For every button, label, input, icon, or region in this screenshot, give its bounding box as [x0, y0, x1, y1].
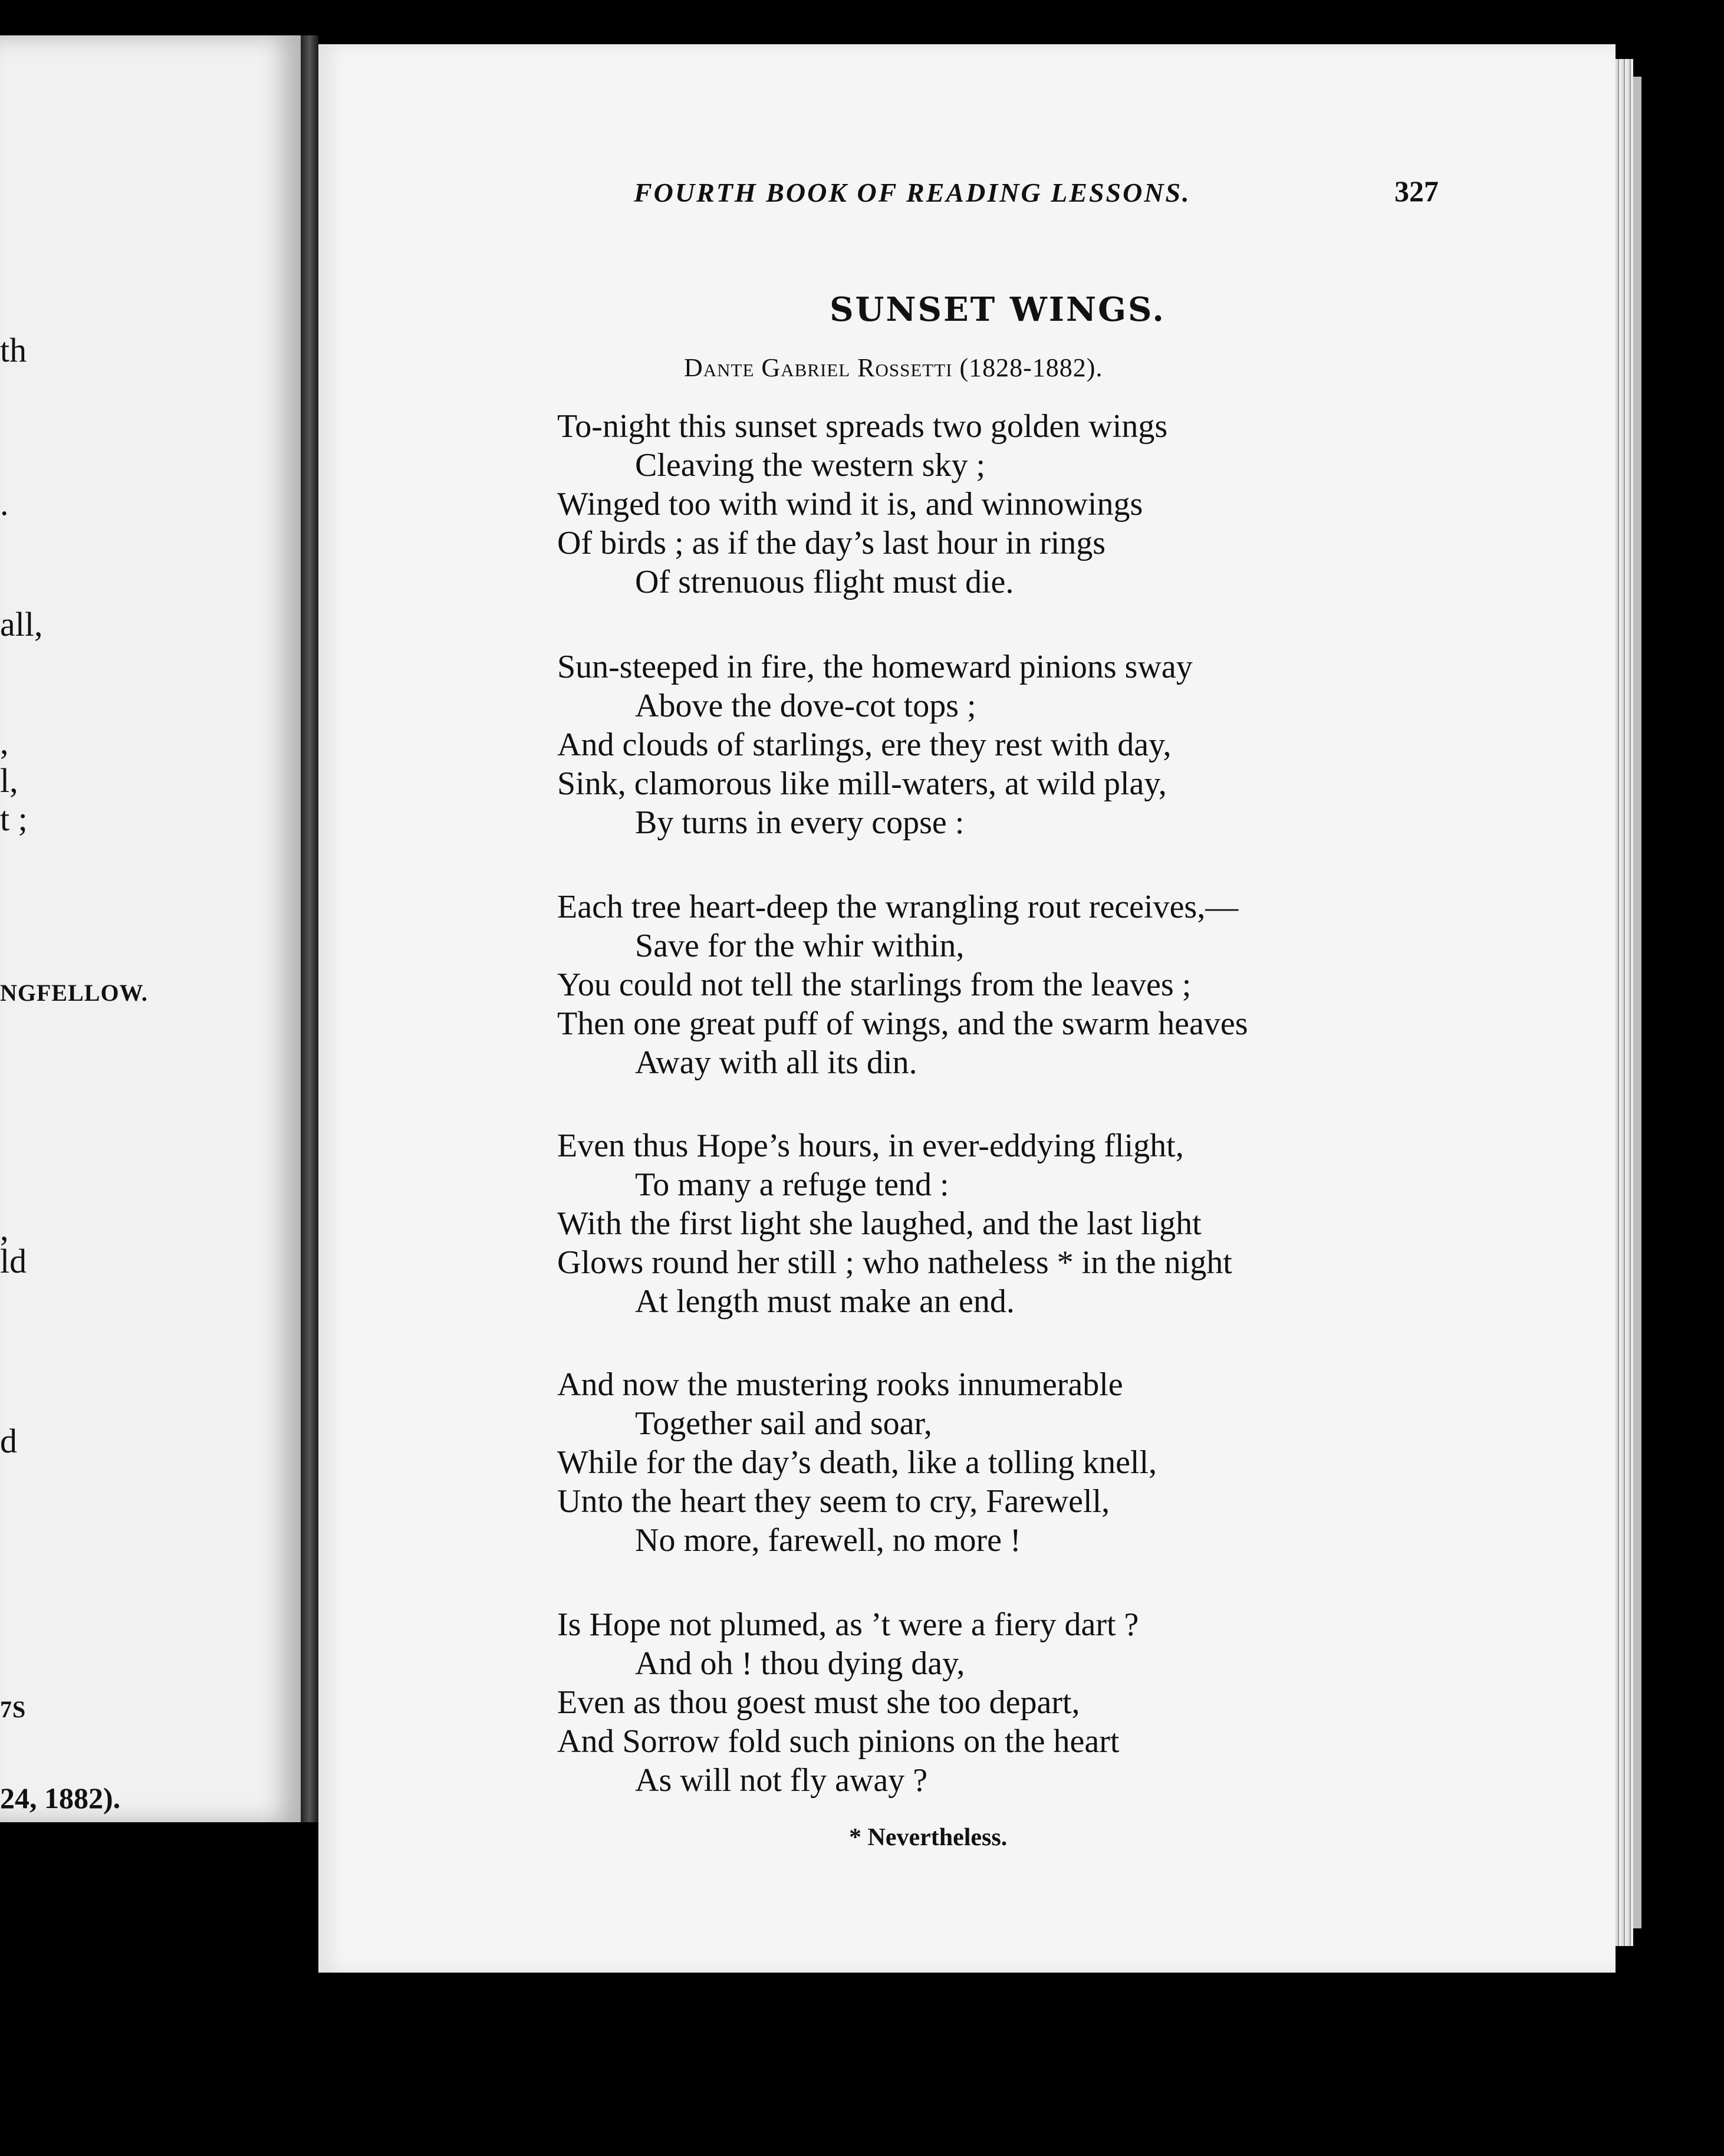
poem-stanza [557, 1365, 1157, 1560]
left-page-fragment: , [0, 723, 9, 761]
author-name: Dante Gabriel Rossetti [684, 353, 953, 382]
left-page-fragment: th [0, 331, 27, 369]
poem-line: Of birds ; as if the day’s last hour in rings [557, 525, 1106, 561]
poem-line: Together sail and soar, [635, 1405, 932, 1442]
poem-line: While for the day’s death, like a tolling knell, [557, 1444, 1157, 1481]
footnote: * Nevertheless. [849, 1824, 1008, 1851]
poem-line: Is Hope not plumed, as ’t were a fiery dart ? [557, 1606, 1139, 1643]
poem-line: Glows round her still ; who natheless * in the night [557, 1244, 1232, 1281]
poem-line: Even thus Hope’s hours, in ever-eddying flight, [557, 1128, 1184, 1164]
left-page-fragment: l, [0, 761, 18, 800]
left-page-fragment: 7S [0, 1696, 27, 1723]
poem-line: Cleaving the western sky ; [635, 447, 986, 484]
left-page-fragment: ld [0, 1242, 27, 1280]
author-dates: (1828-1882). [959, 353, 1103, 382]
left-page-fragment: t ; [0, 800, 28, 838]
poem-line: Away with all its din. [635, 1044, 917, 1081]
running-head: FOURTH BOOK OF READING LESSONS. [634, 178, 1191, 208]
poem-line: And clouds of starlings, ere they rest with day, [557, 727, 1172, 763]
left-page-fragment: all, [0, 605, 43, 643]
poem-line: Sun-steeped in fire, the homeward pinions sway [557, 649, 1193, 685]
left-page-fragment: d [0, 1422, 17, 1460]
page-edges [1616, 59, 1633, 1946]
poem-line: Unto the heart they seem to cry, Farewell, [557, 1483, 1110, 1520]
poem-line: As will not fly away ? [635, 1762, 928, 1799]
poem-line: Save for the whir within, [635, 928, 965, 964]
poem-line: Of strenuous flight must die. [635, 564, 1014, 600]
poem-line: And oh ! thou dying day, [635, 1645, 965, 1682]
poem-stanza [557, 1605, 1139, 1800]
poem-line: To many a refuge tend : [635, 1166, 949, 1203]
poem-line: You could not tell the starlings from the leaves ; [557, 967, 1192, 1003]
poem-title: SUNSET WINGS. [830, 290, 1166, 329]
left-page-fragment: 24, 1882). [0, 1782, 121, 1815]
page-edges-outer [1633, 77, 1641, 1928]
poem-stanza [557, 648, 1193, 842]
poem-stanza [557, 888, 1248, 1082]
poem-line: Even as thou goest must she too depart, [557, 1684, 1080, 1721]
poem-line: And Sorrow fold such pinions on the heart [557, 1723, 1120, 1760]
poem-line: And now the mustering rooks innumerable [557, 1366, 1123, 1403]
poem-stanza [557, 1126, 1232, 1321]
poem-stanza [557, 407, 1167, 602]
poem-line: Sink, clamorous like mill-waters, at wild play, [557, 765, 1167, 802]
left-page-fragment: , [0, 1210, 9, 1248]
page-number: 327 [1394, 175, 1439, 208]
poem-line: Each tree heart-deep the wrangling rout receives,— [557, 889, 1239, 925]
poem-line: At length must make an end. [635, 1283, 1015, 1320]
poem-line: Above the dove-cot tops ; [635, 688, 976, 724]
left-page-fragment: NGFELLOW. [0, 980, 148, 1006]
poem-line: Then one great puff of wings, and the swarm heaves [557, 1005, 1248, 1042]
poem-line: No more, farewell, no more ! [635, 1522, 1021, 1559]
left-page-fragment: . [0, 484, 9, 522]
poem-line: Winged too with wind it is, and winnowings [557, 486, 1143, 522]
poem-line: With the first light she laughed, and the last light [557, 1205, 1202, 1242]
poem-line: To-night this sunset spreads two golden wings [557, 408, 1168, 445]
poem-line: By turns in every copse : [635, 804, 965, 841]
poem-author [684, 353, 1103, 383]
